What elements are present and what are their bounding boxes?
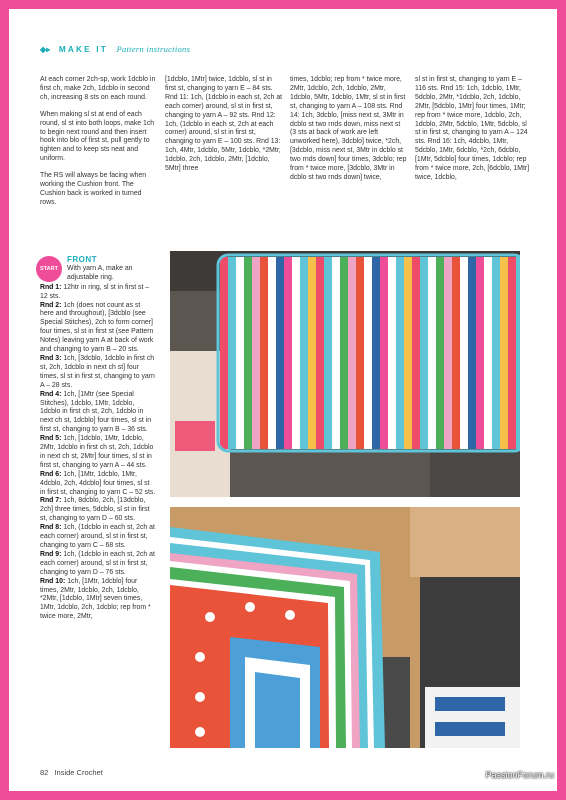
cushion-stripe <box>244 257 252 449</box>
cushion-stripe <box>340 257 348 449</box>
front-title: FRONT <box>67 255 98 264</box>
round-text: 1ch (does not count as st here and throughout), [3dcblo (see Special Stitches), 2ch to form corner] four times, sl st in first st (see Pattern Notes) leaving yarn A at back of work and changing to yarn B – 20 sts. <box>40 301 154 354</box>
cushion-stripe <box>476 257 484 449</box>
round-label: Rnd 8: <box>40 524 62 532</box>
round-instruction <box>40 284 156 302</box>
cushion-stripe <box>228 257 236 449</box>
cushion-detail-illustration <box>170 507 520 748</box>
watermark: PassionForum.ru <box>485 770 554 780</box>
paragraph: times, 1dcblo; rep from * twice more, 2Mtr, 1dcblo, 2ch, 1dcblo, 2Mtr, 1dcblo, 5Mtr, 1dcblo, 1Mtr, sl st in first st, changing to yarn A – 108 sts. Rnd 14: 1ch, 3dcblo, [miss next st, 3Mtr in dcblo st two rnds down, miss next st (3 sts at back of work are left unworked here), 3dcblo] twice, *2ch, [3dcblo, miss next st, 3Mtr in dcblo st two rnds down] four times, 3dcblo; rep from * twice more, [3dcblo, 3Mtr in dcblo st two rnds down] twice, <box>290 76 407 181</box>
round-instruction <box>40 551 156 578</box>
cushion-stripe <box>236 257 244 449</box>
cushion-stripe <box>516 257 520 449</box>
cushion-stripe <box>332 257 340 449</box>
cushion-stripe <box>396 257 404 449</box>
round-text: 12htr in ring, sl st in first st – 12 sts. <box>40 283 150 300</box>
start-badge: START <box>36 256 62 282</box>
cushion-stripe <box>452 257 460 449</box>
striped-cushion-illustration <box>170 251 520 497</box>
cushion-stripe <box>372 257 380 449</box>
round-label: Rnd 2: <box>40 301 62 309</box>
cushion-stripe <box>324 257 332 449</box>
paragraph: The RS will always be facing when working the Cushion front. The Cushion back is worked in turned rows. <box>40 172 147 206</box>
section-header <box>40 44 190 54</box>
cushion-stripe <box>468 257 476 449</box>
section-title: MAKE IT <box>58 45 108 54</box>
cushion-stripe <box>436 257 444 449</box>
round-instruction <box>40 578 156 623</box>
column-3 <box>290 76 408 191</box>
cushion-stripe <box>388 257 396 449</box>
page-footer <box>40 768 103 777</box>
cushion-stripe <box>484 257 492 449</box>
round-text: 1ch, [1Mtr (see Special Stitches), 1dcblo, 1Mtr, 1dcblo, 1dcblo in first ch st, 2ch, 1dcblo in next ch st, 1dcblo] four times, sl st in first st, changing to yarn B – 36 sts. <box>40 390 152 434</box>
page-number: 82 <box>40 768 49 777</box>
round-text: 1ch, [1Mtr, 1dcblo] four times, 2Mtr, 1dcblo, 2ch, 1dcblo, *2Mtr, [1dcblo, 1Mtr] seven times, 1Mtr, 1dcblo, 2ch, 1dcblo; rep from * twice more, 2Mtr, <box>40 577 151 621</box>
front-instructions <box>40 256 156 622</box>
cushion-stripe <box>300 257 308 449</box>
round-label: Rnd 5: <box>40 435 62 443</box>
round-text: 1ch, (1dcblo in each st, 2ch at each corner) around, sl st in first st, changing to yarn C – 68 sts. <box>40 524 155 549</box>
column-4 <box>415 76 531 191</box>
round-label: Rnd 3: <box>40 354 62 362</box>
cushion-stripe <box>268 257 276 449</box>
cushion-stripe <box>420 257 428 449</box>
round-instruction <box>40 435 156 471</box>
round-text: 1ch, 8dcblo, 2ch, [13dcblo, 2ch] three times, 5dcblo, sl st in first st, changing to yarn D – 60 sts. <box>40 497 150 523</box>
cushion-stripe <box>444 257 452 449</box>
cushion-stripe <box>428 257 436 449</box>
cushion-stripe <box>220 257 228 449</box>
striped-cushion-photo <box>170 251 520 497</box>
round-instruction <box>40 497 156 524</box>
cushion-stripe <box>404 257 412 449</box>
round-instruction <box>40 391 156 436</box>
cushion-stripe <box>508 257 516 449</box>
round-instruction <box>40 302 156 355</box>
cushion-stripe <box>500 257 508 449</box>
round-label: Rnd 6: <box>40 470 62 478</box>
diamond-arrows-icon: ◆▸ <box>40 45 51 54</box>
cushion-stripe <box>260 257 268 449</box>
paragraph: When making sl st at end of each round, sl st into both loops, make 1ch to begin next round and then insert hook into blo of first st, pull gently to tighten and to keep sts neat and uniform. <box>40 110 155 163</box>
cushion-stripe <box>492 257 500 449</box>
cushion-stripe <box>292 257 300 449</box>
paragraph: [1dcblo, 1Mtr] twice, 1dcblo, sl st in first st, changing to yarn E – 84 sts. Rnd 11: 1ch, (1dcblo in each st, 2ch at each corner) around, sl st in first st, changing to yarn A – 92 sts. Rnd 12: 1ch, (1dcblo in each st, 2ch at each corner) around, sl st in first st, changing to yarn E – 100 sts. Rnd 13: 1ch, 4Mtr, 1dcblo, 5Mtr, 1dcblo, *2Mtr, 1dcblo, 2ch, 1dcblo, 2Mtr, [1dcblo, 5Mtr] three <box>165 76 283 173</box>
cushion-stripe <box>380 257 388 449</box>
cushion-stripe <box>276 257 284 449</box>
round-label: Rnd 9: <box>40 550 62 558</box>
cushion-stripe <box>284 257 292 449</box>
cushion-stripe <box>364 257 372 449</box>
cushion-stripe <box>308 257 316 449</box>
section-subtitle: Pattern instructions <box>116 44 191 54</box>
round-text: 1ch, [1dcblo, 1Mtr, 1dcblo, 2Mtr, 1dcblo in first ch st, 2ch, 1dcblo in next ch st, 2Mtr] four times, sl st in first st, changing to yarn A – 44 sts. <box>40 435 154 469</box>
round-text: 1ch, (1dcblo in each st, 2ch at each corner) around, sl st in first st, changing to yarn D – 76 sts. <box>40 550 155 576</box>
round-instruction <box>40 524 156 551</box>
cushion-detail-photo <box>170 507 520 748</box>
round-text: 1ch, [1Mtr, 1dcblo, 1Mtr, 4dcblo, 2ch, 4dcblo] four times, sl st in first st, changing to yarn C – 52 sts. <box>40 470 156 496</box>
cushion-stripe <box>252 257 260 449</box>
cushion-stripe <box>316 257 324 449</box>
round-label: Rnd 1: <box>40 283 62 291</box>
front-intro: With yarn A, make an adjustable ring. <box>67 264 133 281</box>
paragraph: At each corner 2ch-sp, work 1dcblo in first ch, make 2ch, 1dcblo in second ch, increasing 8 sts on each round. <box>40 76 156 101</box>
round-label: Rnd 4: <box>40 390 62 398</box>
round-label: Rnd 7: <box>40 497 62 505</box>
round-instruction <box>40 471 156 498</box>
round-instruction <box>40 355 156 391</box>
front-heading <box>40 256 156 283</box>
magazine-name: Inside Crochet <box>54 768 103 777</box>
round-text: 1ch, [3dcblo, 1dcblo in first ch st, 2ch, 1dcblo in next ch st] four times, sl st in first st, changing to yarn A – 28 sts. <box>40 354 155 389</box>
paragraph: sl st in first st, changing to yarn E – 116 sts. Rnd 15: 1ch, 1dcblo, 1Mtr, 5dcblo, 2Mtr, *1dcblo, 2ch, 1dcblo, 2Mtr, [5dcblo, 1Mtr] four times, 1Mtr; rep from * twice more, 1dcblo, 2ch, 1dcblo, 2Mtr, 5dcblo, 1Mtr, 5dcblo, sl st in first st, changing to yarn A – 124 sts. Rnd 16: 1ch, 4dcblo, 1Mtr, 5dcblo, 1Mtr, 6dcblo, *2ch, 6dcblo, [1Mtr, 5dcblo] four times, 1dcblo; rep from * twice more, 2ch, [6dcblo, 1Mtr] twice, 1dcblo, <box>415 76 530 181</box>
cushion-stripe <box>460 257 468 449</box>
cushion-stripe <box>356 257 364 449</box>
column-1 <box>40 76 156 216</box>
round-label: Rnd 10: <box>40 577 66 585</box>
column-2 <box>165 76 283 182</box>
cushion-stripe <box>412 257 420 449</box>
rounds-list <box>40 284 156 622</box>
cushion-stripe <box>348 257 356 449</box>
